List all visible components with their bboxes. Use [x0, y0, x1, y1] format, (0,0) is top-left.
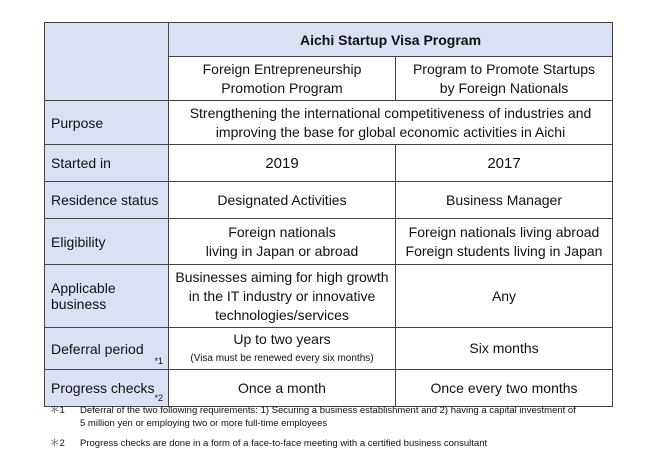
footnotes — [50, 404, 576, 457]
residence-value-2: Business Manager — [396, 182, 613, 219]
row-label-eligibility: Eligibility — [45, 219, 169, 265]
started-value-1: 2019 — [169, 145, 396, 182]
row-label-progress: Progress checks — [51, 380, 155, 396]
col-header-foreign-entrepreneurship: Foreign Entrepreneurship Promotion Program — [169, 57, 396, 101]
row-label-purpose: Purpose — [45, 101, 169, 145]
deferral-value-2: Six months — [396, 328, 613, 370]
col-header-promote-startups: Program to Promote Startups by Foreign Nationals — [396, 57, 613, 101]
footnote-2 — [50, 437, 576, 450]
deferral-note: (Visa must be renewed every six months) — [190, 352, 374, 364]
footnote-mark-2: *2 — [154, 393, 163, 403]
deferral-value-1: Up to two years — [233, 330, 331, 347]
deferral-value-1-cell — [169, 328, 396, 370]
footnote-1 — [50, 404, 576, 430]
footnote-1-mark: ＊1 — [50, 405, 65, 416]
progress-value-2: Once every two months — [396, 370, 613, 407]
row-progress-label-cell — [45, 370, 169, 407]
residence-value-1: Designated Activities — [169, 182, 396, 219]
row-deferral-label-cell — [45, 328, 169, 370]
table-title: Aichi Startup Visa Program — [169, 23, 613, 57]
footnote-2-text: Progress checks are done in a form of a face-to-face meeting with a certified business consultant — [80, 438, 488, 449]
row-label-started: Started in — [45, 145, 169, 182]
corner-cell — [45, 23, 169, 101]
started-value-2: 2017 — [396, 145, 613, 182]
purpose-value: Strengthening the international competitiveness of industries and improving the base for global economic activities in Aichi — [169, 101, 613, 145]
applicable-business-value-1: Businesses aiming for high growth in the IT industry or innovative technologies/services — [169, 265, 396, 328]
eligibility-value-2: Foreign nationals living abroad Foreign students living in Japan — [396, 219, 613, 265]
row-label-applicable-business: Applicable business — [45, 265, 169, 328]
footnote-1-text: Deferral of the two following requirements: 1) Securing a business establishment and 2) having a capital investment of 5 million yen or employing two or more full-time employees — [80, 405, 576, 429]
footnote-mark-1: *1 — [154, 356, 163, 366]
visa-program-table — [44, 22, 613, 407]
row-label-residence: Residence status — [45, 182, 169, 219]
row-label-deferral: Deferral period — [51, 340, 144, 357]
progress-value-1: Once a month — [169, 370, 396, 407]
eligibility-value-1: Foreign nationals living in Japan or abroad — [169, 219, 396, 265]
footnote-2-mark: ＊2 — [50, 438, 65, 449]
applicable-business-value-2: Any — [396, 265, 613, 328]
